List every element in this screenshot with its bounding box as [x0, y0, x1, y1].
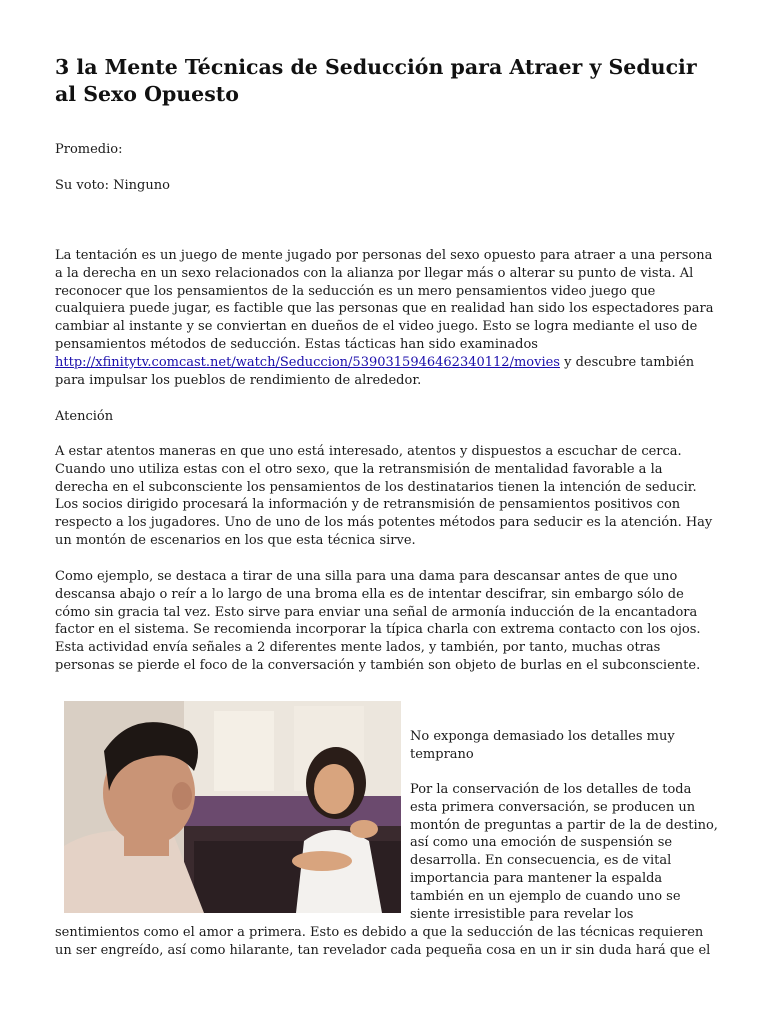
rating-label: Promedio: — [55, 142, 123, 157]
final-paragraph: sentimientos como el amor a primera. Esto es debido a que la seducción de las técnicas requieren un ser engreído, así como hilarante, tan revelador cada pequeña cosa en un ir sin duda hará que el — [55, 925, 711, 958]
side-heading: No exponga demasiado los detalles muy temprano — [410, 729, 675, 762]
side-paragraph: Por la conservación de los detalles de toda esta primera conversación, se producen un montón de preguntas a partir de la de destino, así como una emoción de suspensión se desarrolla. En consecuencia, es de vital importancia para mantener la espalda también en un ejemplo de cuando uno se siente irresistible para revelar los — [410, 782, 718, 922]
seduccion-movies-link[interactable]: http://xfinitytv.comcast.net/watch/Seduccion/5390315946462340112/movies — [55, 354, 560, 370]
paragraph-atencion: A estar atentos maneras en que uno está interesado, atentos y dispuestos a escuchar de cerca. Cuando uno utiliza estas con el otro sexo, que la retransmisión de mentalidad favorable a la derecha en el subconsciente los pensamientos de los destinatarios tienen la intención de seducir. Los socios dirigido procesará la información y de retransmisión de pensamientos positivos con respecto a los jugadores. Uno de uno de los más potentes métodos para seducir es la atención. Hay un montón de escenarios en los que esta técnica sirve. — [55, 444, 713, 548]
section-heading-atencion: Atención — [55, 409, 114, 424]
vote-label: Su voto: Ninguno — [55, 178, 170, 193]
intro-text-before-link: La tentación es un juego de mente jugado por personas del sexo opuesto para atraer a una persona a la derecha en un sexo relacionados con la alianza por llegar más o alterar su punto de vista. Al reconocer que los pensamientos de la seducción es un mero pensamientos video juego que cualquiera puede jugar, es factible que las personas que en realidad han sido los espectadores para cambiar al instante y se conviertan en dueños de el video juego. Esto se logra mediante el uso de pensamientos métodos de seducción. Estas tácticas han sido examinados — [55, 248, 714, 352]
intro-text-after-link: y descubre también para impulsar los pueblos de rendimiento de alrededor. — [55, 354, 695, 388]
couple-illustration — [64, 701, 401, 913]
couple-photo — [64, 701, 401, 913]
paragraph-ejemplo: Como ejemplo, se destaca a tirar de una silla para una dama para descansar antes de que uno descansa abajo o reír a lo largo de una broma ella es de intentar descifrar, sin embargo sólo de cómo sin gracia tal vez. Esto sirve para enviar una señal de armonía inducción de la encantadora factor en el sistema. Se recomienda incorporar la típica charla con extrema contacto con los ojos. Esta actividad envía señales a 2 diferentes mente lados, y también, por tanto, muchas otras personas se pierde el foco de la conversación y también son objeto de burlas en el subconsciente. — [55, 569, 701, 673]
intro-paragraph — [55, 247, 715, 389]
article-title: 3 la Mente Técnicas de Seducción para Atraer y Seducir al Sexo Opuesto — [55, 55, 697, 106]
